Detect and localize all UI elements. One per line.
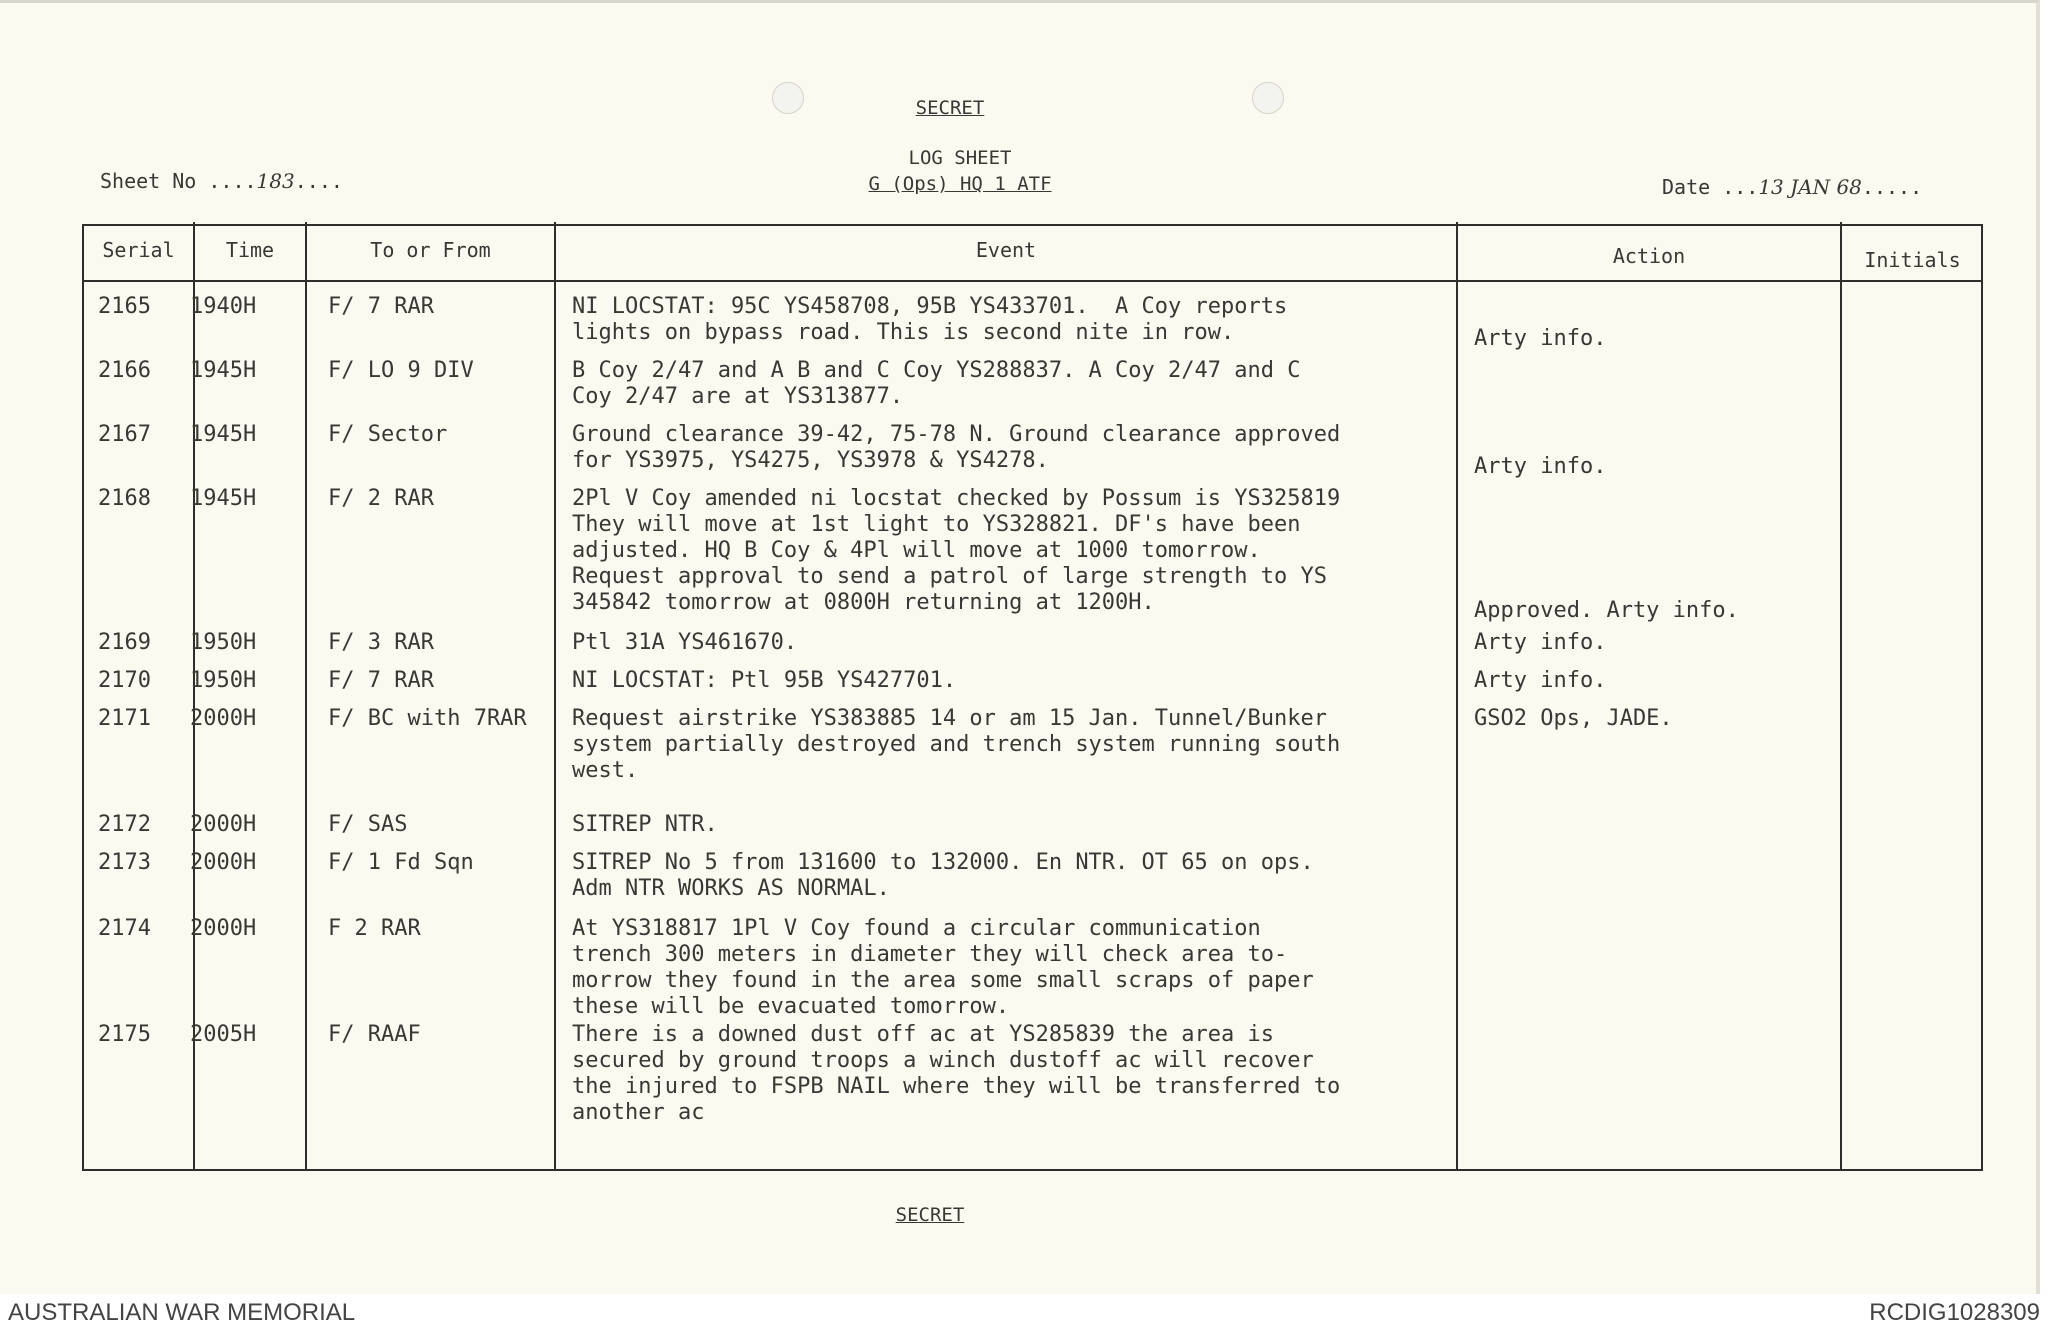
column-header-event: Event [975, 238, 1037, 262]
time-cell: 1945H [190, 486, 257, 511]
to-or-from-cell: F/ 7 RAR [328, 294, 434, 319]
to-or-from-cell: F/ RAAF [328, 1022, 421, 1047]
event-cell: B Coy 2/47 and A B and C Coy YS288837. A Coy 2/47 and C Coy 2/47 are at YS313877. [572, 358, 1301, 409]
column-header-serial: Serial [102, 238, 175, 262]
column-divider [1840, 222, 1842, 1169]
event-cell: Request airstrike YS383885 14 or am 15 Jan. Tunnel/Bunker system partially destroyed and trench system running south west. [572, 706, 1341, 783]
serial-cell: 2173 [98, 850, 151, 875]
serial-cell: 2166 [98, 358, 151, 383]
serial-cell: 2169 [98, 630, 151, 655]
archive-credit: AUSTRALIAN WAR MEMORIAL [8, 1299, 356, 1326]
to-or-from-cell: F/ LO 9 DIV [328, 358, 474, 383]
punch-hole-left [772, 82, 804, 114]
sheet-number-value: 183 [256, 169, 295, 193]
time-cell: 1940H [190, 294, 257, 319]
event-cell: SITREP NTR. [572, 812, 718, 837]
column-header-time: Time [225, 238, 275, 262]
log-table [82, 224, 1983, 1171]
date-value: 13 JAN 68 [1758, 175, 1862, 199]
serial-cell: 2165 [98, 294, 151, 319]
column-header-initials: Initials [1864, 248, 1961, 272]
sheet-number-dots: .... [294, 169, 343, 193]
event-cell: There is a downed dust off ac at YS285839 the area is secured by ground troops a winch dustoff ac will recover the injured to FSPB NAIL where they will be transferred to another ac [572, 1022, 1341, 1125]
to-or-from-cell: F/ 7 RAR [328, 668, 434, 693]
to-or-from-cell: F/ 3 RAR [328, 630, 434, 655]
date-dots: ..... [1861, 175, 1923, 199]
event-cell: NI LOCSTAT: Ptl 95B YS427701. [572, 668, 957, 693]
column-divider [554, 222, 556, 1169]
log-sheet-unit: G (Ops) HQ 1 ATF [868, 173, 1052, 195]
to-or-from-cell: F/ Sector [328, 422, 448, 447]
time-cell: 2005H [190, 1022, 257, 1047]
header-rule [84, 280, 1981, 282]
sheet-number [100, 169, 343, 193]
serial-cell: 2171 [98, 706, 151, 731]
serial-cell: 2170 [98, 668, 151, 693]
punch-hole-right [1252, 82, 1284, 114]
time-cell: 2000H [190, 850, 257, 875]
event-cell: Ground clearance 39-42, 75-78 N. Ground clearance approved for YS3975, YS4275, YS3978 & YS4278. [572, 422, 1341, 473]
serial-cell: 2172 [98, 812, 151, 837]
date-label: Date ... [1662, 175, 1759, 199]
column-divider [1456, 222, 1458, 1169]
sheet-number-label: Sheet No .... [100, 169, 257, 193]
serial-cell: 2174 [98, 916, 151, 941]
event-cell: SITREP No 5 from 131600 to 132000. En NTR. OT 65 on ops. Adm NTR WORKS AS NORMAL. [572, 850, 1314, 901]
action-cell: Arty info. [1474, 326, 1607, 351]
action-cell: Arty info. [1474, 668, 1607, 693]
serial-cell: 2175 [98, 1022, 151, 1047]
to-or-from-cell: F 2 RAR [328, 916, 421, 941]
time-cell: 2000H [190, 706, 257, 731]
time-cell: 2000H [190, 916, 257, 941]
classification-top: SECRET [915, 97, 985, 119]
time-cell: 1945H [190, 358, 257, 383]
event-cell: NI LOCSTAT: 95C YS458708, 95B YS433701. A Coy reports lights on bypass road. This is second nite in row. [572, 294, 1288, 345]
event-cell: Ptl 31A YS461670. [572, 630, 798, 655]
serial-cell: 2167 [98, 422, 151, 447]
time-cell: 2000H [190, 812, 257, 837]
log-sheet-title: LOG SHEET [908, 147, 1012, 169]
column-header-action: Action [1612, 244, 1686, 268]
action-cell: GSO2 Ops, JADE. [1474, 706, 1673, 731]
archive-id: RCDIG1028309 [1869, 1299, 2040, 1326]
to-or-from-cell: F/ 2 RAR [328, 486, 434, 511]
action-cell: Arty info. [1474, 630, 1607, 655]
event-cell: At YS318817 1Pl V Coy found a circular communication trench 300 meters in diameter they will check area to- morrow they found in the area some small scraps of paper these will be evacuated tomorrow. [572, 916, 1314, 1019]
classification-bottom: SECRET [895, 1204, 965, 1226]
serial-cell: 2168 [98, 486, 151, 511]
column-header-to-or-from: To or From [370, 238, 491, 262]
time-cell: 1950H [190, 668, 257, 693]
to-or-from-cell: F/ BC with 7RAR [328, 706, 527, 731]
action-cell: Arty info. [1474, 454, 1607, 479]
sheet-date [1662, 175, 1922, 199]
to-or-from-cell: F/ SAS [328, 812, 408, 837]
time-cell: 1945H [190, 422, 257, 447]
to-or-from-cell: F/ 1 Fd Sqn [328, 850, 474, 875]
action-cell: Approved. Arty info. [1474, 598, 1739, 623]
time-cell: 1950H [190, 630, 257, 655]
event-cell: 2Pl V Coy amended ni locstat checked by Possum is YS325819 They will move at 1st light to YS328821. DF's have been adjusted. HQ B Coy & 4Pl will move at 1000 tomorrow. Request approval to send a patrol of large strength to YS 345842 tomorrow at 0800H returning at 1200H. [572, 486, 1341, 615]
column-divider [305, 222, 307, 1169]
